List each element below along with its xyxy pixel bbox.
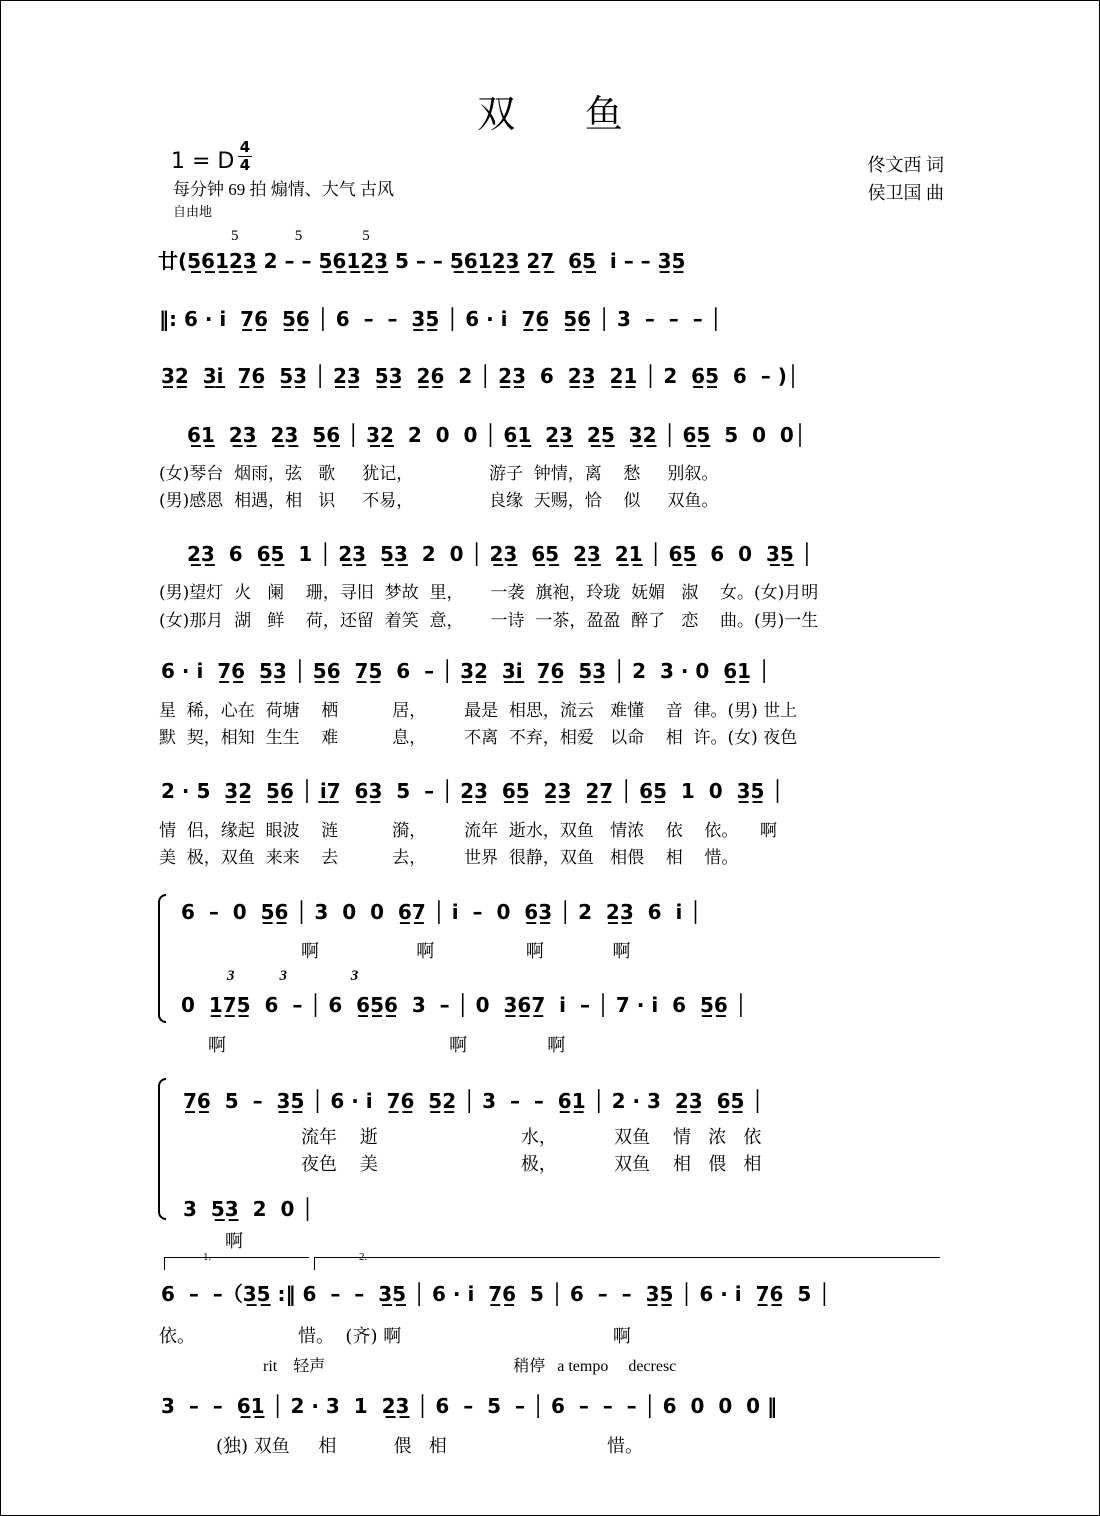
lyrics-lower-part-2: 啊 xyxy=(225,1231,243,1252)
lyrics-verse-1-female: (女)琴台 烟雨，弦 歌 犹记， 游子 钟情，离 愁 别叙。 xyxy=(159,464,719,484)
lyrics-verse-4-line-2: 美 极，双鱼 来来 去 去， 世界 很静，双鱼 相偎 相 惜。 xyxy=(159,848,739,868)
lyricist-credit: 佟文西 词 xyxy=(867,155,944,175)
lyrics-verse-3-line-2: 默 契，相知 生生 难 息， 不离 不弃，相爱 以命 相 许。(女) 夜色 xyxy=(159,728,798,748)
composer-credit: 侯卫国 曲 xyxy=(867,183,944,203)
notation-row-verse-1: 6̲1̲ 2̲3̲ 2̲3̲ 5̲6̲ │ 3̲2̲ 2 0 0 │ 6̲1̲ 2̲3̲ 2̲5̲ 3̲2̲ │ 6̲5̲ 5 0 0│ xyxy=(187,423,806,447)
lyrics-verse-2-male: (男)望灯 火 阑 珊，寻旧 梦故 里， 一袭 旗袍，玲珑 妩媚 淑 女。(女)月明 xyxy=(159,583,819,603)
notation-row-ending: 6 – –（3̲5̲ :‖ 6 – – 3̲5̲ │ 6 · i 7̲6̲ 5 │ 6 – – 3̲5̲ │ 6 · i 7̲6̲ 5 │ xyxy=(161,1282,831,1306)
volta-bracket-2 xyxy=(314,1257,940,1270)
lyrics-upper-part-2-line-2: 夜色 美 极， 双鱼 相 偎 相 xyxy=(301,1154,762,1175)
time-signature: 4 4 xyxy=(239,138,251,174)
notation-upper-part-1: 6 – 0 5̲6̲ │ 3 0 0 6̲7̲ │ i – 0 6̲3̲ │ 2 2̲3̲ 6 i │ xyxy=(181,900,702,924)
notation-row-verse-4: 2 · 5 3̲2̲ 5̲6̲ │ i̲7̲ 6̲3̲ 5 – │ 2̲3̲ 6̲5̲ 2̲3̲ 2̲7̲ │ 6̲5̲ 1 0 3̲5̲ │ xyxy=(161,779,784,803)
song-title: 双 鱼 xyxy=(477,94,653,136)
lyrics-lower-part-1: 啊 啊 啊 xyxy=(208,1035,566,1056)
lyrics-verse-1-male: (男)感恩 相遇，相 识 不易， 良缘 天赐，恰 似 双鱼。 xyxy=(159,491,719,511)
system-brace xyxy=(158,1078,166,1220)
tuplet-marks-lower: 3 3 3 xyxy=(227,968,359,984)
expression-marking: 自由地 xyxy=(173,204,213,219)
notation-row-3: 3̲2̲ 3̲i̲ 7̲6̲ 5̲3̲ │ 2̲3̲ 5̲3̲ 2̲6̲ 2 │ 2̲3̲ 6 2̲3̲ 2̲1̲ │ 2 6̲5̲ 6 – )│ xyxy=(161,364,799,388)
system-brace xyxy=(158,894,166,1023)
lyrics-row-ending: 依。 惜。 (齐) 啊 啊 xyxy=(159,1326,631,1347)
performance-marks: rit 轻声 稍停 a tempo decresc xyxy=(263,1358,677,1375)
tempo-marking: 每分钟 69 拍 煽情、大气 古风 xyxy=(173,180,394,199)
volta-number-2: 2. xyxy=(359,1251,368,1263)
lyrics-verse-4-line-1: 情 侣，缘起 眼波 涟 漪， 流年 逝水，双鱼 情浓 依 依。 啊 xyxy=(159,821,777,841)
notation-row-verse-2: 2̲3̲ 6 6̲5̲ 1 │ 2̲3̲ 5̲3̲ 2 0 │ 2̲3̲ 6̲5̲ 2̲3̲ 2̲1̲ │ 6̲5̲ 6 0 3̲5̲ │ xyxy=(187,542,813,566)
notation-lower-part-2: 3 5̲3̲ 2 0 │ xyxy=(183,1197,314,1221)
volta-bracket-1 xyxy=(164,1257,309,1270)
lyrics-upper-part-2-line-1: 流年 逝 水， 双鱼 情 浓 依 xyxy=(301,1127,762,1148)
notation-row-verse-3: 6 · i 7̲6̲ 5̲3̲ │ 5̲6̲ 7̲5̲ 6 – │ 3̲2̲ 3̲i̲ 7̲6̲ 5̲3̲ │ 2 3 · 0 6̲1̲ │ xyxy=(161,659,771,683)
tuplet-marks: 5 5 5 xyxy=(231,228,370,244)
notation-row-final: 3 – – 6̲1̲ │ 2 · 3 1 2̲3̲ │ 6 – 5 – │ 6 – – – │ 6 0 0 0 ‖ xyxy=(161,1394,778,1418)
notation-row-2: ‖: 6 · i 7̲6̲ 5̲6̲ │ 6 – – 3̲5̲ │ 6 · i 7̲6̲ 5̲6̲ │ 3 – – – │ xyxy=(159,307,722,331)
lyrics-verse-2-female: (女)那月 湖 鲜 荷，还留 着笑 意， 一诗 一茶，盈盈 醉了 恋 曲。(男)一生 xyxy=(159,611,819,631)
volta-number-1: 1. xyxy=(203,1251,212,1263)
lyrics-row-final: (独) 双鱼 相 偎 相 惜。 xyxy=(216,1436,643,1457)
key-signature: 1 = D xyxy=(171,149,235,174)
lyrics-upper-part-1: 啊 啊 啊 啊 xyxy=(301,941,631,962)
notation-row-intro: 廿(5̲6̲1̲2̲3̲ 2 – – 5̲6̲1̲2̲3̲ 5 – – 5̲6̲1̲2̲3̲ 2̲7̲ 6̲5̲ i – – 3̲5̲ xyxy=(158,249,686,273)
notation-lower-part-1: 0 1̲7̲5̲ 6 – │ 6 6̲5̲6̲ 3 – │ 0 3̲6̲7̲ i – │ 7 · i 6 5̲6̲ │ xyxy=(181,993,747,1017)
notation-upper-part-2: 7̲6̲ 5 – 3̲5̲ │ 6 · i 7̲6̲ 5̲2̲ │ 3 – – 6̲1̲ │ 2 · 3 2̲3̲ 6̲5̲ │ xyxy=(183,1089,764,1113)
lyrics-verse-3-line-1: 星 稀，心在 荷塘 栖 居， 最是 相思，流云 难懂 音 律。(男) 世上 xyxy=(159,701,798,721)
